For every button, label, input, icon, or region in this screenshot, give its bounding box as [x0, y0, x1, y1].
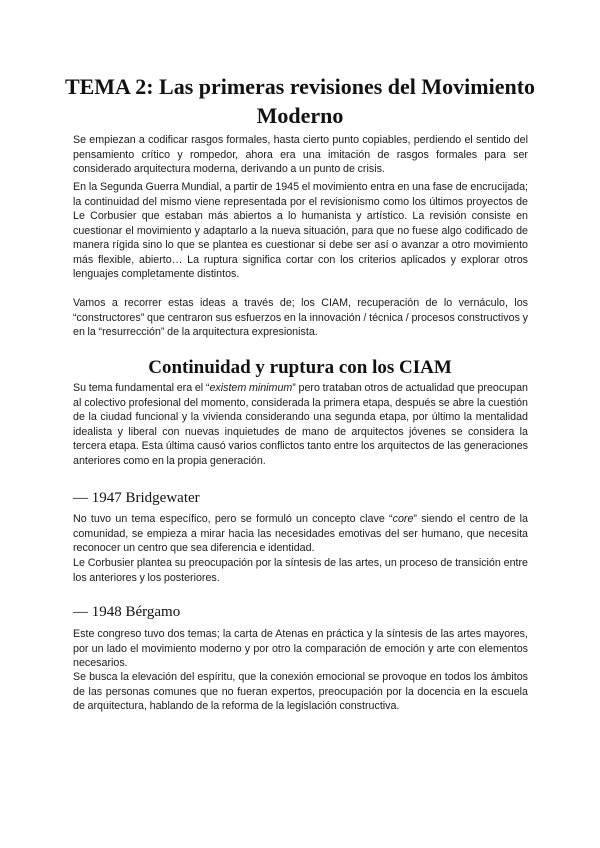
- section-heading-ciam: Continuidad y ruptura con los CIAM: [148, 357, 452, 378]
- intro-paragraph-2: En la Segunda Guerra Mundial, a partir de 1945 el movimiento entra en una fase de encrucijada; la continuidad del mismo viene representada por el revisionismo como los últimos proyectos de Le Corbusier que estaban más abiertos a lo humanista y artístico. La revisión consiste en cuestionar el movimiento y adaptarlo a la nueva situación, para que no fuese algo codificado de manera rígida sino lo que se plantea es cuestionar si debe ser así o avanzar a otro movimiento más flexible, abierto… La ruptura significa cortar con los criterios aplicados y explorar otros lenguajes completamente distintos.: [73, 181, 528, 280]
- bridgewater-text-after: ” siendo el centro de la comunidad, se empieza a mirar hacia las necesidades emotivas del ser humano, que necesita reconocer un centro que sea diferencia e identidad.: [73, 513, 528, 554]
- ciam-paragraph: [73, 381, 528, 468]
- bergamo-paragraph-2: Se busca la elevación del espíritu, que la conexión emocional se provoque en todos los ámbitos de las personas comunes que no fueran expertos, preocupación por la docencia en la escuela de arquitectura, hablando de la reforma de la legislación constructiva.: [73, 671, 528, 712]
- bridgewater-paragraph-2: Le Corbusier plantea su preocupación por la síntesis de las artes, un proceso de transición entre los anteriores y los posteriores.: [73, 557, 528, 584]
- intro-paragraph-1: Se empiezan a codificar rasgos formales, hasta cierto punto copiables, perdiendo el sentido del pensamiento crítico y rompedor, ahora era una imitación de rasgos formales para ser considerado arquitectura moderna, derivando a un punto de crisis.: [73, 134, 528, 175]
- ciam-text-after: ” pero trataban otros de actualidad que preocupan al colectivo profesional del momento, considerada la primera etapa, después se abre la cuestión de la ciudad funcional y la vivienda considerando una segunda etapa, por último la mentalidad idealista y liberal con nuevas inquietudes de mano de arquitectos jóvenes se considera la tercera etapa. Esta última causó varios conflictos tanto entre los arquitectos de las generaciones anteriores como en la propia generación.: [73, 382, 528, 467]
- bergamo-paragraph-1: Este congreso tuvo dos temas; la carta de Atenas en práctica y la síntesis de las artes mayores, por un lado el movimiento moderno y por otro la comparación de emoción y arte con elementos necesarios.: [73, 628, 528, 669]
- ciam-text-italic: existem minimum: [209, 382, 293, 394]
- bridgewater-text-italic: core: [392, 513, 414, 525]
- subheading-bridgewater: — 1947 Bridgewater: [73, 490, 200, 506]
- bridgewater-text-before: No tuvo un tema específico, pero se formuló un concepto clave “: [73, 513, 393, 525]
- page-title: TEMA 2: Las primeras revisiones del Movimiento Moderno: [64, 74, 536, 128]
- intro-paragraph-3: Vamos a recorrer estas ideas a través de; los CIAM, recuperación de lo vernáculo, los “constructores” que centraron sus esfuerzos en la innovación / técnica / procesos constructivos y en la “resurrección” de la arquitectura expresionista.: [73, 297, 528, 338]
- subheading-bergamo: — 1948 Bérgamo: [73, 604, 181, 620]
- ciam-text-before: Su tema fundamental era el “: [73, 382, 210, 394]
- bridgewater-paragraph-1: [73, 512, 528, 556]
